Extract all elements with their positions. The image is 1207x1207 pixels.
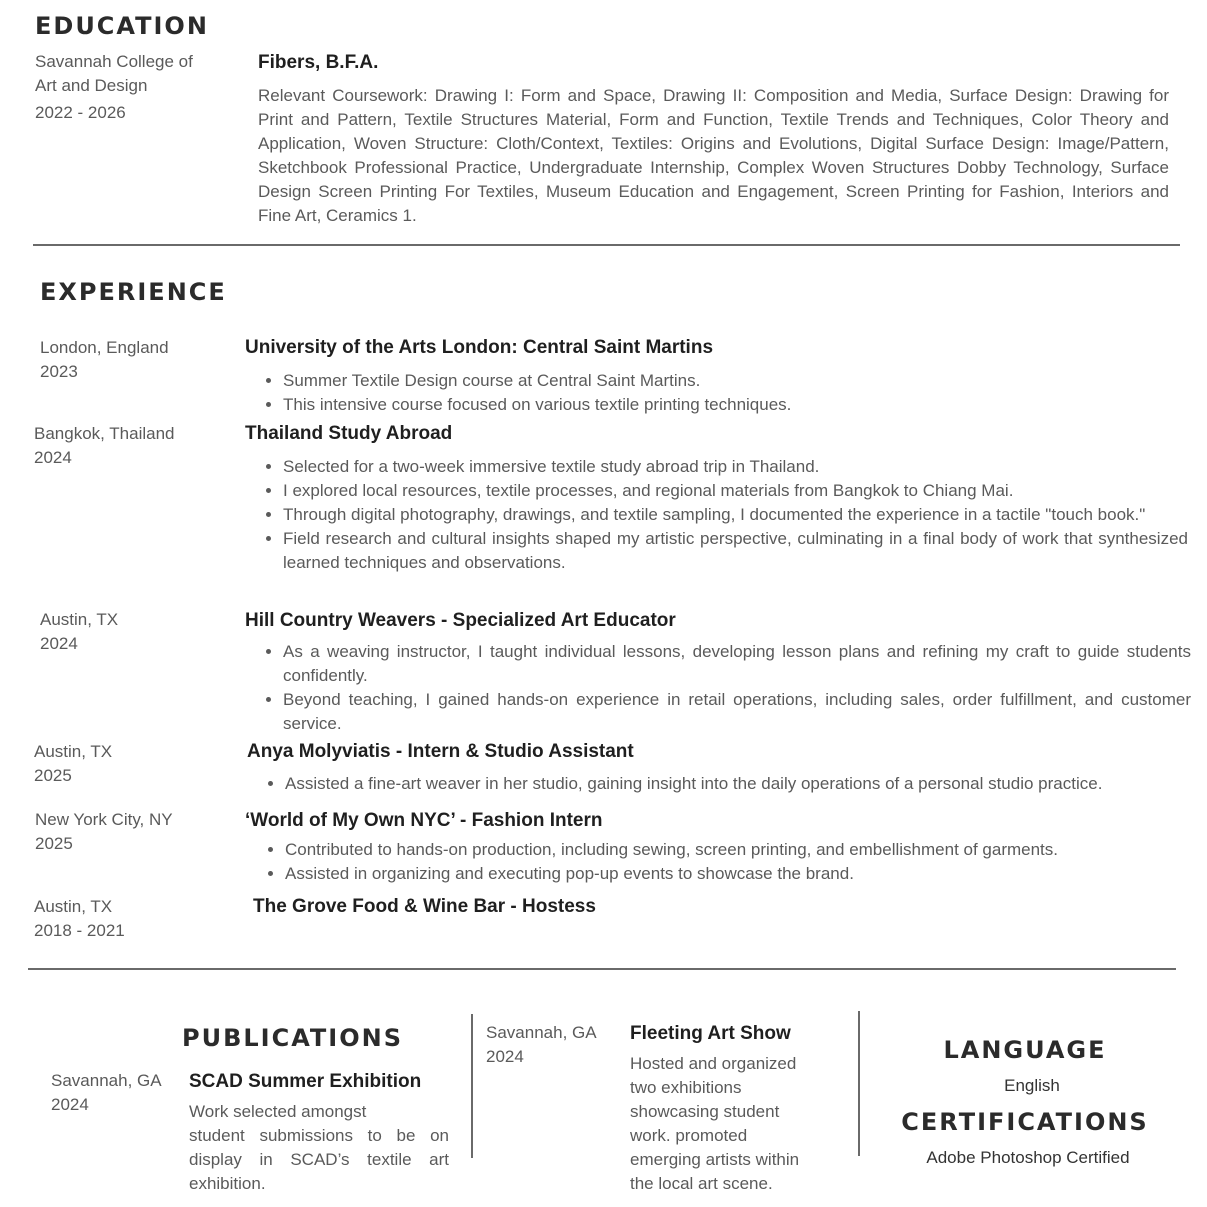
experience-location: New York City, NY — [35, 810, 173, 829]
experience-year: 2025 — [34, 766, 72, 785]
bullet-item: • Assisted a fine-art weaver in her studio, gaining insight into the daily operations of a personal studio practice. — [285, 772, 1195, 796]
description-line: display in SCAD’s textile art — [189, 1150, 449, 1169]
description-line: exhibition. — [189, 1174, 266, 1193]
experience-year: 2025 — [35, 834, 73, 853]
experience-meta — [34, 740, 112, 788]
publication-year: 2024 — [51, 1095, 89, 1114]
experience-title: ‘World of My Own NYC’ - Fashion Intern — [245, 810, 603, 831]
publication-description — [630, 1052, 850, 1196]
section-divider — [28, 968, 1176, 970]
description-line: Work selected amongst — [189, 1102, 367, 1121]
experience-bullets — [247, 838, 1195, 886]
bullet-item: • Summer Textile Design course at Central Saint Martins. — [283, 369, 1195, 393]
publication-description — [189, 1100, 449, 1196]
experience-heading: EXPERIENCE — [40, 278, 227, 306]
description-line: work. promoted — [630, 1126, 748, 1145]
experience-meta — [35, 808, 173, 856]
publications-heading: PUBLICATIONS — [182, 1024, 403, 1052]
experience-bullets — [245, 455, 1188, 575]
description-line: showcasing student — [630, 1102, 780, 1121]
school-name-line1: Savannah College of — [35, 52, 193, 71]
description-line: emerging artists within — [630, 1150, 800, 1169]
education-years: 2022 - 2026 — [35, 103, 126, 122]
publication-location: Savannah, GA — [51, 1071, 162, 1090]
experience-location: London, England — [40, 338, 169, 357]
experience-location: Austin, TX — [34, 742, 113, 761]
experience-meta — [34, 422, 175, 470]
description-line: Hosted and organized — [630, 1054, 797, 1073]
publication-title: Fleeting Art Show — [630, 1023, 791, 1044]
experience-year: 2024 — [40, 634, 78, 653]
language-heading: LANGUAGE — [943, 1036, 1107, 1064]
experience-location: Bangkok, Thailand — [34, 424, 175, 443]
degree-title: Fibers, B.F.A. — [258, 52, 379, 73]
publication-location: Savannah, GA — [486, 1023, 597, 1042]
column-divider — [858, 1011, 860, 1156]
publication-year: 2024 — [486, 1047, 524, 1066]
experience-location: Austin, TX — [34, 897, 113, 916]
column-divider — [471, 1014, 473, 1158]
school-name-line2: Art and Design — [35, 76, 148, 95]
bullet-item: • Contributed to hands-on production, including sewing, screen printing, and embellishment of garments. — [285, 838, 1195, 862]
section-divider — [33, 244, 1180, 246]
certification-value: Adobe Photoshop Certified — [926, 1148, 1130, 1167]
language-value: English — [1004, 1076, 1060, 1095]
experience-year: 2018 - 2021 — [34, 921, 125, 940]
bullet-item: • Assisted in organizing and executing pop-up events to showcase the brand. — [285, 862, 1195, 886]
experience-year: 2023 — [40, 362, 78, 381]
experience-year: 2024 — [34, 448, 72, 467]
experience-title: Hill Country Weavers - Specialized Art Educator — [245, 610, 676, 631]
experience-location: Austin, TX — [40, 610, 119, 629]
description-line: two exhibitions — [630, 1078, 742, 1097]
experience-bullets — [247, 772, 1195, 796]
bullet-item: • As a weaving instructor, I taught individual lessons, developing lesson plans and refining my craft to guide students confidently. — [283, 640, 1191, 688]
experience-title: Thailand Study Abroad — [245, 423, 453, 444]
certifications-heading: CERTIFICATIONS — [901, 1108, 1149, 1136]
experience-title: Anya Molyviatis - Intern & Studio Assistant — [247, 741, 634, 762]
experience-bullets — [245, 640, 1191, 736]
bullet-item: • Field research and cultural insights shaped my artistic perspective, culminating in a final body of work that synthesized learned techniques and observations. — [283, 527, 1188, 575]
experience-meta — [40, 336, 169, 384]
experience-title: The Grove Food & Wine Bar - Hostess — [253, 896, 596, 917]
experience-title: University of the Arts London: Central Saint Martins — [245, 337, 714, 358]
publication-title: SCAD Summer Exhibition — [189, 1071, 422, 1092]
bullet-item: • Beyond teaching, I gained hands-on experience in retail operations, including sales, order fulfillment, and customer service. — [283, 688, 1191, 736]
experience-bullets — [245, 369, 1195, 417]
education-heading: EDUCATION — [35, 12, 209, 40]
experience-meta — [40, 608, 118, 656]
description-line: the local art scene. — [630, 1174, 773, 1193]
bullet-item: • I explored local resources, textile processes, and regional materials from Bangkok to Chiang Mai. — [283, 479, 1188, 503]
publication-meta — [486, 1021, 597, 1069]
publication-meta — [51, 1069, 162, 1117]
description-line: student submissions to be on — [189, 1126, 449, 1145]
coursework-text: Relevant Coursework: Drawing I: Form and Space, Drawing II: Composition and Media, Surface Design: Drawing for Print and Pattern, Textile Structures Material, Form and Function, Textile Trends and Techniques, Color Theory and Application, Woven Structure: Cloth/Context, Textiles: Origins and Evolutions, Digital Surface Design: Image/Pattern, Sketchbook Professional Practice, Undergraduate Internship, Complex Woven Structures Dobby Technology, Surface Design Screen Printing For Textiles, Museum Education and Engagement, Screen Printing for Fashion, Interiors and Fine Art, Ceramics 1. — [258, 86, 1169, 225]
experience-meta — [34, 895, 125, 943]
bullet-item: • Selected for a two-week immersive textile study abroad trip in Thailand. — [283, 455, 1188, 479]
education-school — [35, 50, 235, 125]
bullet-item: • This intensive course focused on various textile printing techniques. — [283, 393, 1195, 417]
bullet-item: • Through digital photography, drawings, and textile sampling, I documented the experience in a tactile "touch book." — [283, 503, 1188, 527]
